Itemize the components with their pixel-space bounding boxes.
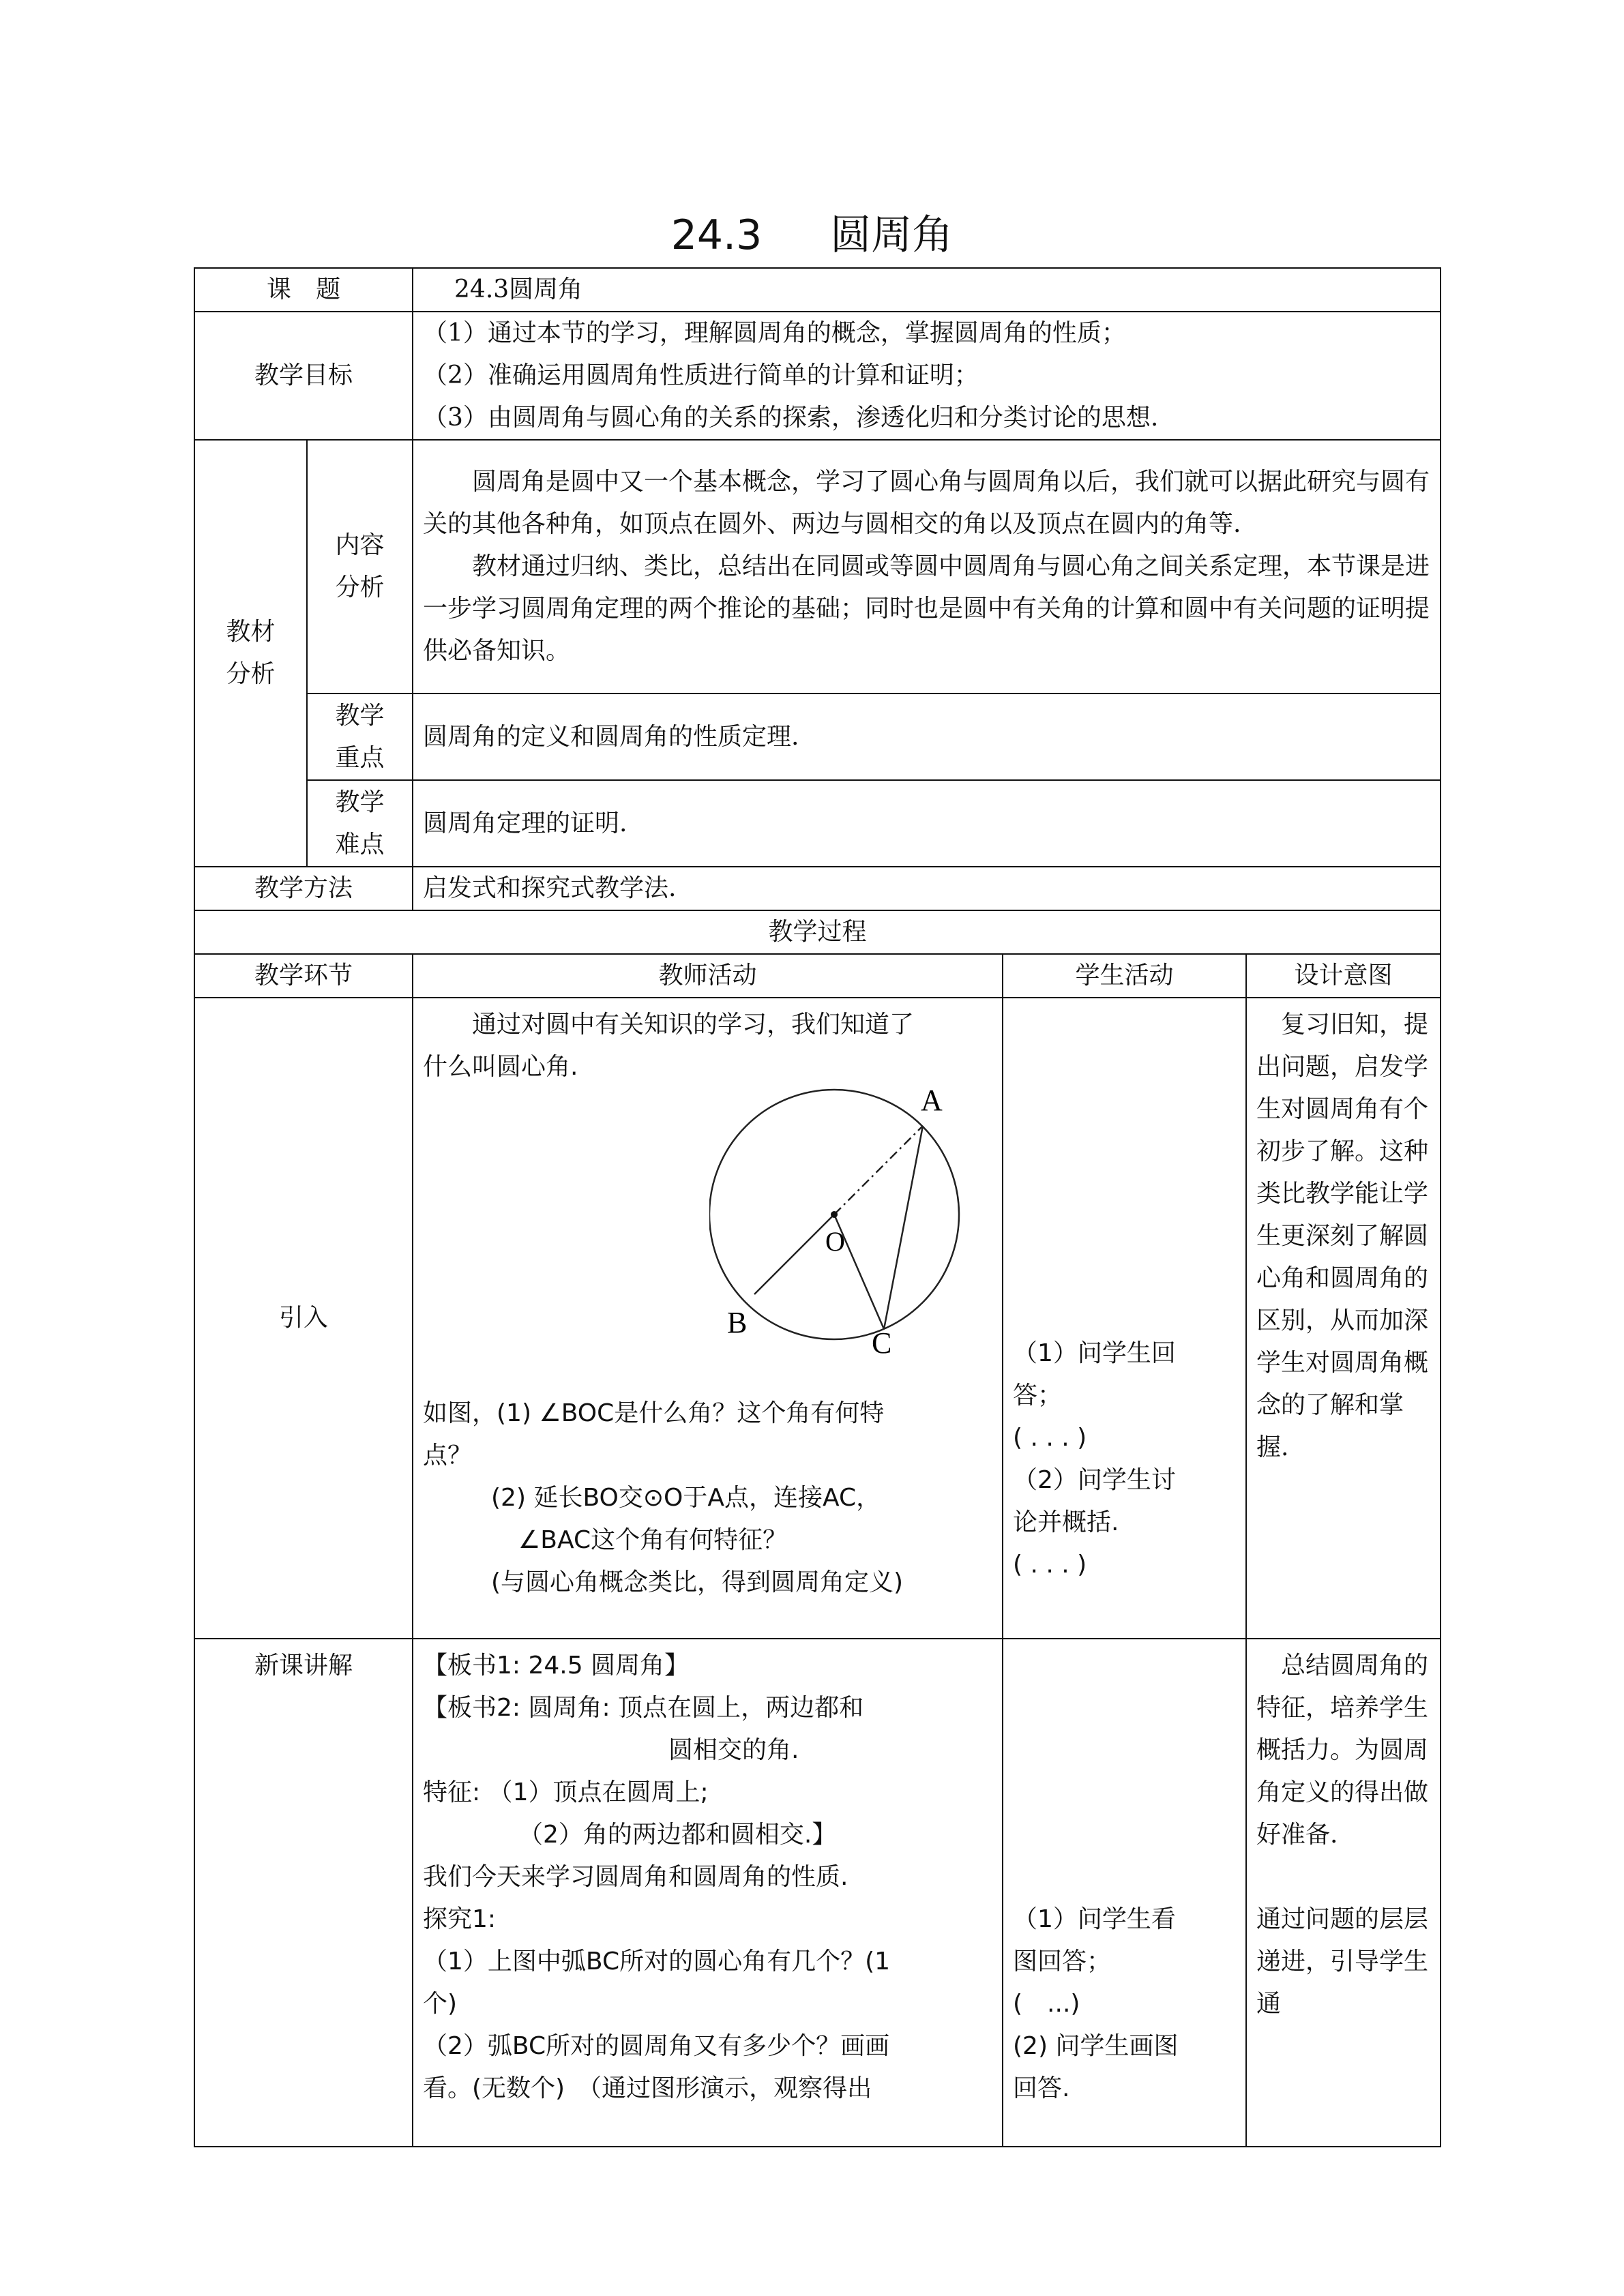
teacher-line: ∠BAC这个角有何特征？ (518, 1526, 788, 1554)
column-teacher: 教师活动 (413, 954, 1003, 998)
teacher-line: 圆相交的角. (668, 1736, 799, 1764)
segment-oa-dashed (834, 1126, 923, 1214)
teacher-line: 【板书2: 圆周角: 顶点在圆上，两边都和 (423, 1694, 864, 1722)
intro-teacher-activity (413, 998, 1003, 1639)
teacher-line: 看。(无数个) （通过图形演示，观察得出 (423, 2074, 872, 2102)
difficulty-label: 教学难点 (307, 780, 413, 867)
content-paragraph: 教材通过归纳、类比，总结出在同圆或等圆中圆周角与圆心角之间关系定理，本节课是进一步学习圆周角定理的两个推论的基础；同时也是圆中有关角的计算和圆中有关问题的证明提供必备知识。 (423, 552, 1430, 665)
intro-intent (1246, 998, 1441, 1639)
objective-item: （1）通过本节的学习，理解圆周角的概念，掌握圆周角的性质； (423, 319, 1126, 347)
method-label: 教学方法 (194, 867, 413, 910)
content-paragraph: 圆周角是圆中又一个基本概念，学习了圆心角与圆周角以后，我们就可以据此研究与圆有关的其他各种角，如顶点在圆外、两边与圆相交的角以及顶点在圆内的角等. (423, 468, 1430, 538)
process-header-row (194, 910, 1441, 954)
intent-text: 复习旧知，提出问题，启发学生对圆周角有个初步了解。这种类比教学能让学生更深刻了解圆心角和圆周角的区别，从而加深学生对圆周角概念的了解和掌握. (1256, 1011, 1429, 1461)
new-lesson-student-activity (1003, 1639, 1246, 2147)
teacher-line: (与圆心角概念类比，得到圆周角定义) (491, 1568, 904, 1596)
topic-label: 课 题 (194, 268, 413, 312)
student-line: （1）问学生看 (1013, 1905, 1176, 1933)
label-c: C (872, 1326, 892, 1354)
teacher-line: （2）弧BC所对的圆周角又有多少个？画画 (423, 2032, 890, 2060)
teacher-line: 什么叫圆心角. (423, 1053, 578, 1081)
objective-item: （2）准确运用圆周角性质进行简单的计算和证明； (423, 361, 979, 389)
content-analysis-label: 内容分析 (307, 440, 413, 694)
new-lesson-row (194, 1639, 1441, 2147)
segment-ac (884, 1126, 923, 1329)
column-stage: 教学环节 (194, 954, 413, 998)
teacher-line: 特征: （1）顶点在圆周上; (423, 1778, 709, 1806)
student-line: ( ...) (1013, 1990, 1080, 2018)
process-header: 教学过程 (194, 910, 1441, 954)
student-line: （2）问学生讨 (1013, 1466, 1176, 1494)
method-text: 启发式和探究式教学法. (413, 867, 1441, 910)
content-analysis-row (194, 440, 1441, 694)
new-lesson-stage: 新课讲解 (194, 1639, 413, 2147)
teacher-line: 个) (423, 1990, 458, 2018)
teacher-line: 如图，(1) ∠BOC是什么角？这个角有何特 (423, 1399, 885, 1427)
teacher-line: （2）角的两边都和圆相交.】 (518, 1821, 837, 1849)
topic-row (194, 268, 1441, 312)
objectives-row (194, 312, 1441, 440)
intent-text: 总结圆周角的特征，培养学生概括力。为圆周角定义的得出做好准备. (1256, 1652, 1429, 1849)
student-line: 论并概括. (1013, 1508, 1119, 1536)
difficulty-row (194, 780, 1441, 867)
teacher-line: (2) 延长BO交⊙O于A点，连接AC， (491, 1484, 881, 1512)
circle-diagram (709, 1061, 996, 1354)
teacher-line: 通过对圆中有关知识的学习，我们知道了 (472, 1011, 915, 1039)
key-point-row (194, 694, 1441, 780)
student-line: ( . . . ) (1013, 1551, 1087, 1579)
column-student: 学生活动 (1003, 954, 1246, 998)
topic-value: 24.3圆周角 (413, 268, 1441, 312)
teacher-line: （1）上图中弧BC所对的圆心角有几个？(1 (423, 1948, 891, 1976)
intro-student-activity (1003, 998, 1246, 1639)
objectives-label: 教学目标 (194, 312, 413, 440)
teacher-line: 点？ (423, 1442, 473, 1470)
teacher-line: 【板书1: 24.5 圆周角】 (423, 1652, 690, 1680)
new-lesson-teacher-activity (413, 1639, 1003, 2147)
method-row (194, 867, 1441, 910)
intro-row (194, 998, 1441, 1639)
teacher-line: 我们今天来学习圆周角和圆周角的性质. (423, 1863, 848, 1891)
objectives-list (413, 312, 1441, 440)
segment-bo (754, 1214, 834, 1294)
difficulty-text: 圆周角定理的证明. (413, 780, 1441, 867)
process-columns-row (194, 954, 1441, 998)
student-line: ( . . . ) (1013, 1424, 1087, 1452)
content-analysis-text (413, 440, 1441, 694)
lesson-plan-table (194, 267, 1441, 2147)
student-line: （1）问学生回 (1013, 1339, 1176, 1367)
intro-stage: 引入 (194, 998, 413, 1639)
student-line: 答； (1013, 1382, 1063, 1410)
label-b: B (727, 1306, 748, 1339)
page-title (0, 208, 1624, 263)
student-line: 回答. (1013, 2074, 1070, 2102)
center-point (831, 1211, 838, 1218)
title-number: 24.3 (670, 211, 763, 259)
key-point-text: 圆周角的定义和圆周角的性质定理. (413, 694, 1441, 780)
student-line: (2) 问学生画图 (1013, 2032, 1179, 2060)
teacher-line: 探究1: (423, 1905, 497, 1933)
column-intent: 设计意图 (1246, 954, 1441, 998)
analysis-label: 教材分析 (194, 440, 307, 867)
intent-text: 通过问题的层层递进，引导学生通 (1256, 1905, 1429, 2018)
label-o: O (825, 1226, 845, 1257)
new-lesson-intent (1246, 1639, 1441, 2147)
title-text: 圆周角 (830, 211, 954, 259)
key-point-label: 教学重点 (307, 694, 413, 780)
objective-item: （3）由圆周角与圆心角的关系的探索，渗透化归和分类讨论的思想. (423, 404, 1159, 432)
student-line: 图回答； (1013, 1948, 1112, 1976)
label-a: A (921, 1084, 943, 1117)
